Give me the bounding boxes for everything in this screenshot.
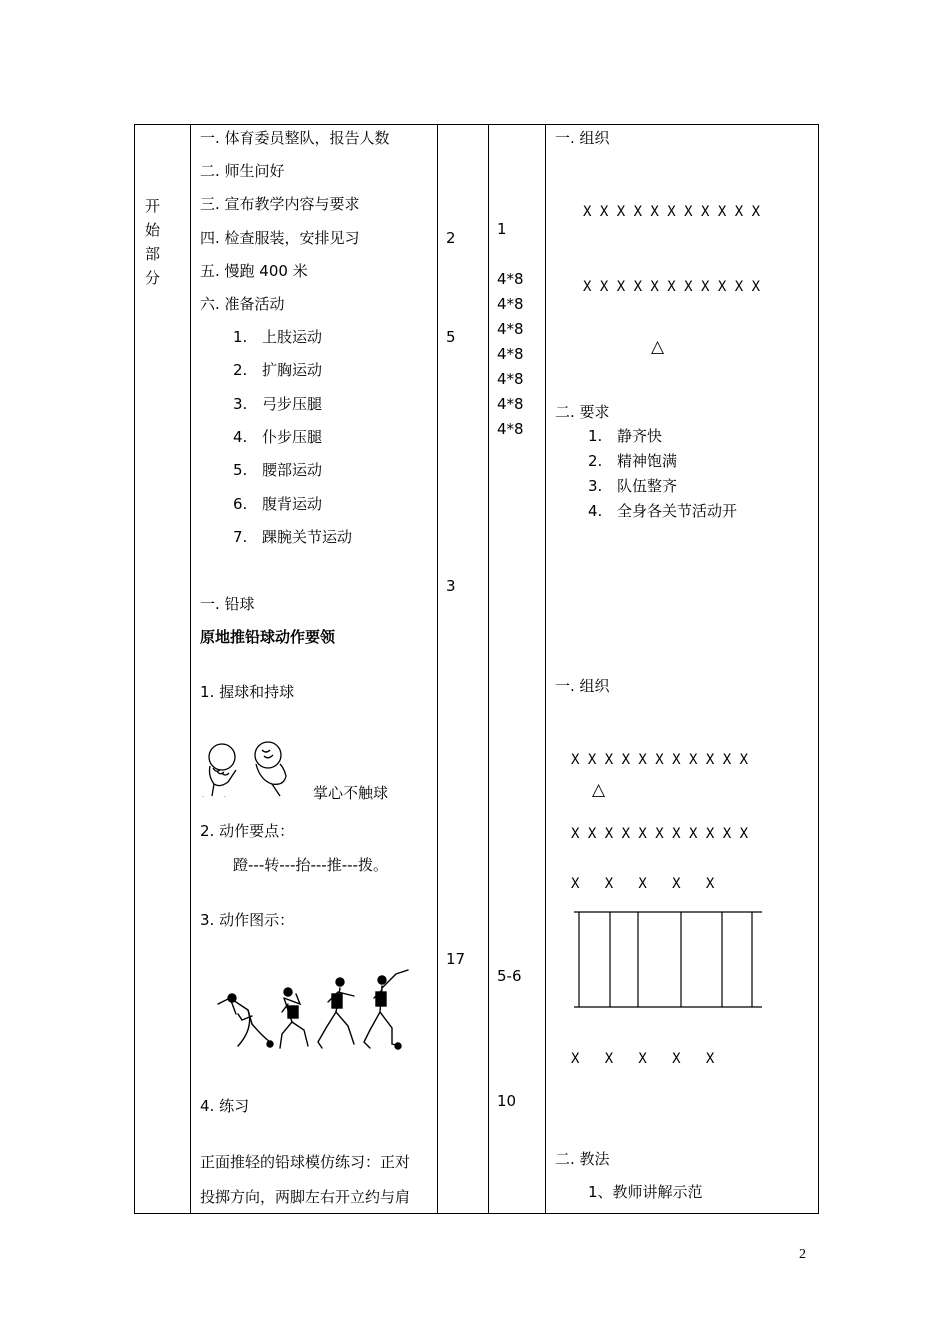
requirement-number: 2.: [588, 452, 603, 470]
grip-title: 1. 握球和持球: [200, 683, 295, 701]
practice-title: 4. 练习: [200, 1097, 250, 1115]
reps-value: 4*8: [497, 345, 524, 363]
organization-title-2: 一. 组织: [555, 677, 610, 695]
svg-text:·: ·: [202, 794, 204, 801]
requirement-number: 1.: [588, 427, 603, 445]
warmup-number: 7.: [233, 528, 248, 546]
step-item-2: 二. 师生问好: [200, 162, 285, 180]
requirement-item: 队伍整齐: [617, 477, 678, 495]
formation-row: X X X X X X X X X X X: [583, 279, 761, 295]
requirements-title: 二. 要求: [555, 403, 610, 421]
throwing-field-diagram: [574, 910, 764, 1010]
grip-illustration: [200, 740, 300, 800]
formation-row: X X X X X: [571, 1051, 715, 1067]
time-value: 2: [446, 229, 456, 247]
practice-line-1: 正面推轻的铅球模仿练习：正对: [200, 1153, 411, 1171]
warmup-item: 腰部运动: [262, 461, 323, 479]
reps-value: 10: [497, 1092, 517, 1110]
warmup-item: 弓步压腿: [262, 395, 323, 413]
requirement-item: 精神饱满: [617, 452, 678, 470]
time-value: 3: [446, 577, 456, 595]
warmup-item: 仆步压腿: [262, 428, 323, 446]
warmup-number: 3.: [233, 395, 248, 413]
warmup-item: 腹背运动: [262, 495, 323, 513]
step-item-6: 六. 准备活动: [200, 295, 285, 313]
warmup-item: 扩胸运动: [262, 361, 323, 379]
key-points-title: 2. 动作要点：: [200, 822, 295, 840]
reps-value: 4*8: [497, 370, 524, 388]
warmup-number: 2.: [233, 361, 248, 379]
warmup-item: 踝腕关节运动: [262, 528, 353, 546]
table-border-col2: [190, 124, 191, 1213]
table-border-col5: [545, 124, 546, 1213]
illustration-title: 3. 动作图示：: [200, 911, 295, 929]
teacher-triangle: △: [651, 337, 665, 357]
warmup-number: 5.: [233, 461, 248, 479]
reps-value: 4*8: [497, 420, 524, 438]
time-value: 5: [446, 328, 456, 346]
warmup-number: 1.: [233, 328, 248, 346]
practice-line-2: 投掷方向，两脚左右开立约与肩: [200, 1188, 411, 1206]
table-border-right: [818, 124, 819, 1213]
table-bottom-border: [134, 1213, 819, 1214]
shotput-action-illustration: [212, 968, 412, 1054]
table-border-col3: [437, 124, 438, 1213]
reps-value: 4*8: [497, 270, 524, 288]
warmup-number: 4.: [233, 428, 248, 446]
warmup-number: 6.: [233, 495, 248, 513]
requirement-item: 全身各关节活动开: [617, 502, 738, 520]
key-points: 蹬---转---抬---推---拨。: [233, 856, 388, 874]
step-item-5: 五. 慢跑 400 米: [200, 262, 308, 280]
table-top-border: [134, 124, 819, 125]
teacher-triangle: △: [592, 780, 606, 800]
table-border-left: [134, 124, 135, 1213]
time-value: 17: [446, 950, 466, 968]
method-title: 二. 教法: [555, 1150, 610, 1168]
formation-row: X X X X X X X X X X X: [583, 204, 761, 220]
formation-row: X X X X X: [571, 876, 715, 892]
reps-value: 5-6: [497, 967, 522, 985]
requirement-number: 4.: [588, 502, 603, 520]
reps-value: 1: [497, 220, 507, 238]
warmup-item: 上肢运动: [262, 328, 323, 346]
table-border-col4: [488, 124, 489, 1213]
requirement-item: 静齐快: [617, 427, 663, 445]
step-item-3: 三. 宣布教学内容与要求: [200, 195, 360, 213]
reps-value: 4*8: [497, 320, 524, 338]
organization-title: 一. 组织: [555, 129, 610, 147]
step-item-1: 一. 体育委员整队，报告人数: [200, 129, 390, 147]
shotput-heading: 原地推铅球动作要领: [200, 628, 336, 646]
page-number: 2: [799, 1247, 806, 1262]
svg-text:·: ·: [224, 794, 226, 801]
formation-row: X X X X X X X X X X X: [571, 826, 749, 842]
requirement-number: 3.: [588, 477, 603, 495]
grip-caption: 掌心不触球: [313, 784, 389, 802]
reps-value: 4*8: [497, 295, 524, 313]
shotput-title: 一. 铅球: [200, 595, 255, 613]
step-item-4: 四. 检查服装，安排见习: [200, 229, 360, 247]
method-item: 1、教师讲解示范: [588, 1183, 703, 1201]
section-label: 开始部分: [145, 197, 161, 287]
reps-value: 4*8: [497, 395, 524, 413]
formation-row: X X X X X X X X X X X: [571, 752, 749, 768]
